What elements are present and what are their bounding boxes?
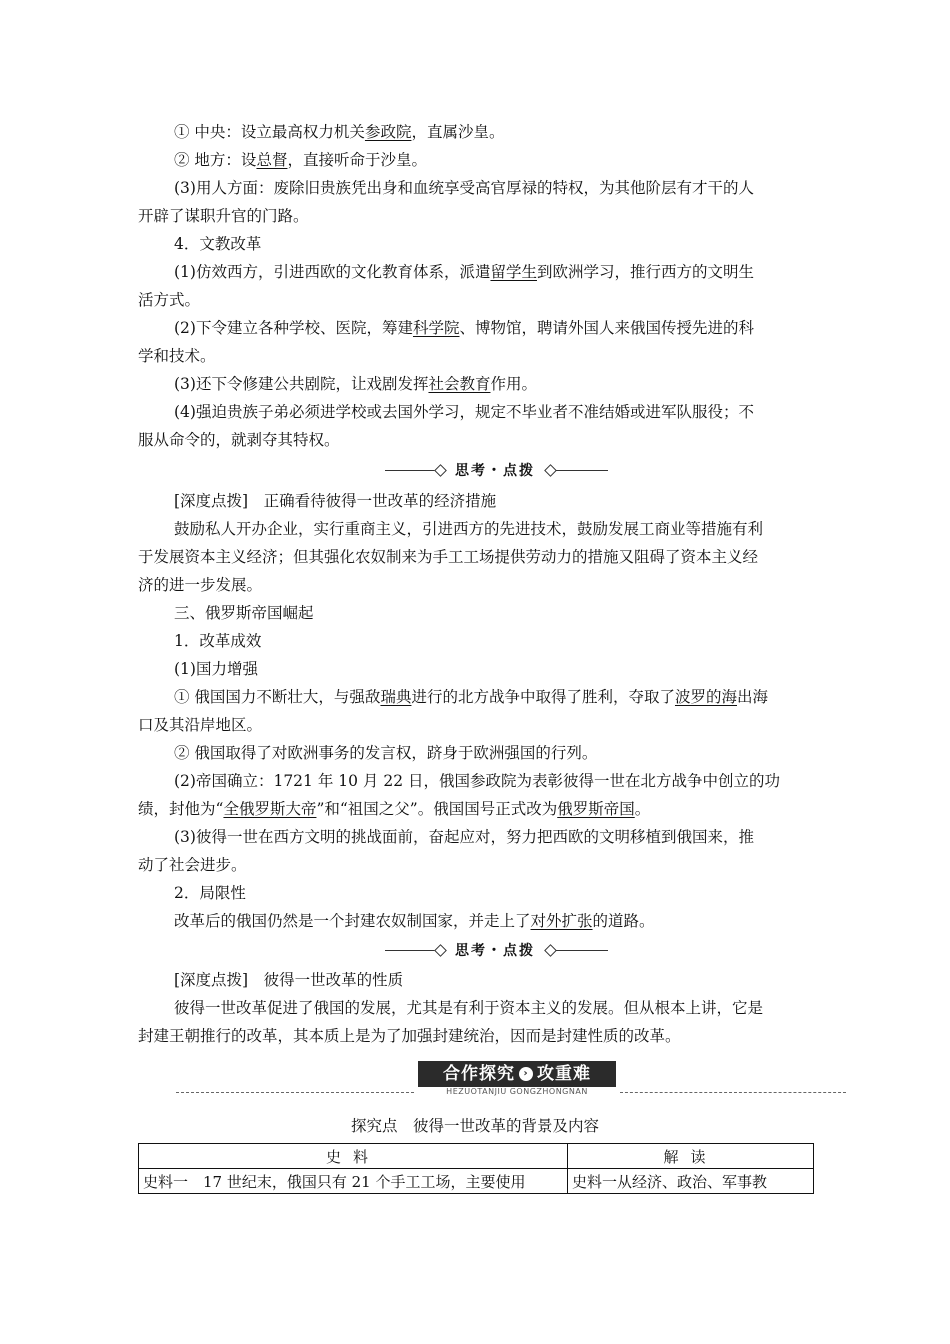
text-line: 鼓励私人开办企业，实行重商主义，引进西方的先进技术，鼓励发展工商业等措施有利	[174, 520, 764, 538]
topic-title: 探究点 彼得一世改革的背景及内容	[350, 1117, 599, 1135]
table-cell: 史料一从经济、政治、军事教	[568, 1169, 814, 1194]
divider-line	[176, 1092, 414, 1093]
text-line: 动了社会进步。	[138, 856, 247, 874]
section-subtitle: HEZUOTANJIU GONGZHONGNAN	[446, 1087, 588, 1096]
table-row	[139, 1169, 814, 1194]
text-line: (1)仿效西方，引进西欧的文化教育体系，派遣留学生到欧洲学习，推行西方的文明生	[174, 263, 754, 281]
heading: 1．改革成效	[174, 632, 262, 650]
text-line: (2)下令建立各种学校、医院，筹建科学院、博物馆，聘请外国人来俄国传授先进的科	[174, 319, 754, 337]
note-title: [深度点拨] 彼得一世改革的性质	[174, 971, 404, 989]
text-line: (3)彼得一世在西方文明的挑战面前，奋起应对，努力把西欧的文明移植到俄国来，推	[174, 828, 754, 846]
section-title: 合作探究 › 攻重难	[418, 1061, 616, 1087]
text-line: 于发展资本主义经济；但其强化农奴制来为手工工场提供劳动力的措施又阻碍了资本主义经	[138, 548, 759, 566]
text-line: ① 俄国国力不断壮大，与强敌瑞典进行的北方战争中取得了胜利，夺取了波罗的海出海	[174, 688, 768, 706]
text-line: 封建王朝推行的改革，其本质上是为了加强封建统治，因而是封建性质的改革。	[138, 1027, 681, 1045]
diamond-icon	[544, 464, 557, 477]
text-line: 口及其沿岸地区。	[138, 716, 263, 734]
text-line: 学和技术。	[138, 347, 216, 365]
text-line: (2)帝国确立：1721 年 10 月 22 日，俄国参政院为表彰彼得一世在北方战争中创立的功	[174, 772, 780, 790]
arrow-icon: ›	[519, 1067, 533, 1081]
table-header-row	[139, 1144, 814, 1169]
table-header: 解读	[568, 1144, 814, 1169]
heading: 2．局限性	[174, 884, 246, 902]
text-line: (3)还下令修建公共剧院，让戏剧发挥社会教育作用。	[174, 375, 537, 393]
divider-line	[556, 470, 608, 471]
text-line: 绩，封他为“全俄罗斯大帝”和“祖国之父”。俄国国号正式改为俄罗斯帝国。	[138, 800, 651, 818]
heading: 4．文教改革	[174, 235, 262, 253]
source-table	[138, 1143, 814, 1194]
divider-line	[556, 950, 608, 951]
text-line: 彼得一世改革促进了俄国的发展，尤其是有利于资本主义的发展。但从根本上讲，它是	[174, 999, 764, 1017]
text-line: 活方式。	[138, 291, 201, 309]
text-line: ② 地方：设总督，直接听命于沙皇。	[174, 151, 427, 169]
table-header: 史料	[139, 1144, 568, 1169]
text-line: 改革后的俄国仍然是一个封建农奴制国家，并走上了对外扩张的道路。	[174, 912, 655, 930]
text-line: (1)国力增强	[174, 660, 258, 678]
heading: 三、俄罗斯帝国崛起	[174, 604, 314, 622]
text-line: 服从命令的，就剥夺其特权。	[138, 431, 340, 449]
text-line: 开辟了谋职升官的门路。	[138, 207, 309, 225]
diamond-icon	[544, 944, 557, 957]
think-banner: 思考・点拨	[455, 943, 535, 959]
think-banner: 思考・点拨	[455, 463, 535, 479]
divider-line	[385, 470, 437, 471]
text-line: 济的进一步发展。	[138, 576, 263, 594]
text-line: (4)强迫贵族子弟必须进学校或去国外学习，规定不毕业者不准结婚或进军队服役；不	[174, 403, 754, 421]
text-line: ① 中央：设立最高权力机关参政院，直属沙皇。	[174, 123, 505, 141]
divider-line	[385, 950, 437, 951]
text-line: ② 俄国取得了对欧洲事务的发言权，跻身于欧洲强国的行列。	[174, 744, 598, 762]
table-cell: 史料一 17 世纪末，俄国只有 21 个手工工场，主要使用	[139, 1169, 568, 1194]
note-title: [深度点拨] 正确看待彼得一世改革的经济措施	[174, 492, 497, 510]
divider-line	[620, 1092, 846, 1093]
text-line: (3)用人方面：废除旧贵族凭出身和血统享受高官厚禄的特权，为其他阶层有才干的人	[174, 179, 754, 197]
